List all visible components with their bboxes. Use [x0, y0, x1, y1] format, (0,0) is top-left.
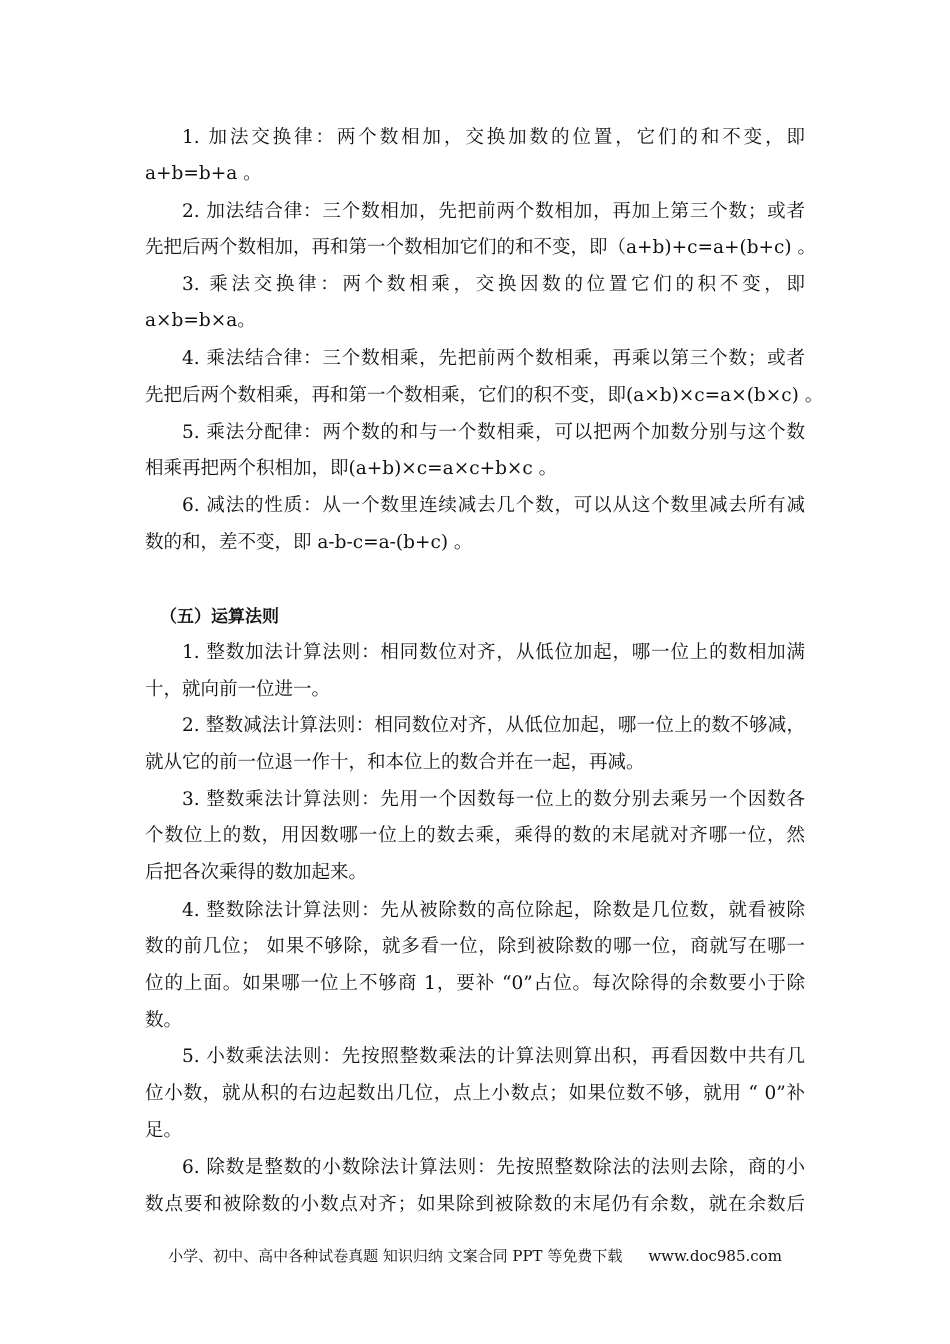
rule-2-line-2: 就从它的前一位退一作十，和本位上的数合并在一起，再减。	[145, 752, 645, 773]
law-2-line-2: 先把后两个数相加，再和第一个数相加它们的和不变，即（a+b)+c=a+(b+c) 。	[145, 237, 817, 258]
rule-3-line-1: 3. 整数乘法计算法则：先用一个因数每一位上的数分别去乘另一个因数各	[182, 789, 805, 810]
section-heading: （五）运算法则	[160, 607, 279, 627]
rule-5-line-3: 足。	[145, 1120, 183, 1141]
rule-4-line-2: 数的前几位； 如果不够除，就多看一位，除到被除数的哪一位，商就写在哪一	[145, 936, 805, 957]
rule-3-line-2: 个数位上的数，用因数哪一位上的数去乘，乘得的数的末尾就对齐哪一位，然	[145, 825, 805, 846]
law-5-line-1: 5. 乘法分配律：两个数的和与一个数相乘，可以把两个加数分别与这个数	[182, 422, 805, 443]
rule-6-line-2: 数点要和被除数的小数点对齐；如果除到被除数的末尾仍有余数，就在余数后	[145, 1194, 805, 1215]
law-1-line-1: 1. 加法交换律：两个数相加，交换加数的位置，它们的和不变，即	[182, 127, 805, 148]
rule-1-line-1: 1. 整数加法计算法则：相同数位对齐，从低位加起，哪一位上的数相加满	[182, 642, 805, 663]
law-4-line-2: 先把后两个数相乘，再和第一个数相乘，它们的积不变，即(a×b)×c=a×(b×c) 。	[145, 385, 824, 406]
rule-2-line-1: 2. 整数减法计算法则：相同数位对齐，从低位加起，哪一位上的数不够减，	[182, 715, 805, 736]
rule-3-line-3: 后把各次乘得的数加起来。	[145, 862, 368, 883]
law-6-line-1: 6. 减法的性质：从一个数里连续减去几个数，可以从这个数里减去所有减	[182, 495, 805, 516]
rule-1-line-2: 十，就向前一位进一。	[145, 679, 331, 700]
footer-url-link[interactable]: www.doc985.com	[648, 1247, 782, 1265]
law-3-line-1: 3. 乘法交换律：两个数相乘，交换因数的位置它们的积不变，即	[182, 274, 805, 295]
law-1-line-2: a+b=b+a 。	[145, 163, 262, 184]
rule-5-line-1: 5. 小数乘法法则：先按照整数乘法的计算法则算出积，再看因数中共有几	[182, 1046, 805, 1067]
law-5-line-2: 相乘再把两个积相加，即(a+b)×c=a×c+b×c 。	[145, 458, 558, 479]
page-footer	[0, 1245, 950, 1267]
law-4-line-1: 4. 乘法结合律：三个数相乘，先把前两个数相乘，再乘以第三个数；或者	[182, 348, 805, 369]
footer-text: 小学、初中、高中各种试卷真题 知识归纳 文案合同 PPT 等免费下载	[168, 1247, 623, 1265]
law-6-line-2: 数的和，差不变，即 a-b-c=a-(b+c) 。	[145, 532, 473, 553]
rule-4-line-3: 位的上面。如果哪一位上不够商 1，要补 “0”占位。每次除得的余数要小于除	[145, 973, 805, 994]
law-3-line-2: a×b=b×a。	[145, 310, 256, 331]
rule-4-line-1: 4. 整数除法计算法则：先从被除数的高位除起，除数是几位数，就看被除	[182, 900, 805, 921]
rule-4-line-4: 数。	[145, 1010, 183, 1031]
rule-5-line-2: 位小数，就从积的右边起数出几位，点上小数点；如果位数不够，就用 “ 0”补	[145, 1083, 805, 1104]
rule-6-line-1: 6. 除数是整数的小数除法计算法则：先按照整数除法的法则去除，商的小	[182, 1157, 805, 1178]
law-2-line-1: 2. 加法结合律：三个数相加，先把前两个数相加，再加上第三个数；或者	[182, 201, 805, 222]
